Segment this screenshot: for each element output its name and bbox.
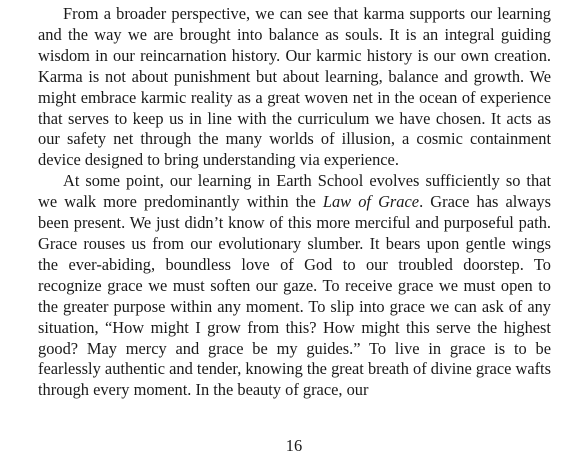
paragraph-grace-text-start: At some point, our learning in Earth School evolves sufficiently so that we walk more predominantly within the bbox=[38, 171, 551, 212]
paragraph-karma-text: From a broader perspective, we can see that karma supports our learning and the way we are brought into balance as souls. It is an integral guiding wisdom in our reincarnation history. Our karmic history is our own creation. Karma is not about punishment but about learning, balance and growth. We might embrace karmic reality as a great woven net in the ocean of experience that serves to keep us in line with the curriculum we have chosen. It acts as our safety net through the many worlds of illusion, a cosmic containment device designed to bring understanding via experience. bbox=[38, 4, 551, 170]
body-text bbox=[38, 4, 551, 401]
paragraph-karma bbox=[38, 4, 551, 171]
paragraph-grace bbox=[38, 171, 551, 401]
law-of-grace-italic: Law of Grace bbox=[322, 192, 420, 212]
paragraph-grace-text-end: . Grace has always been present. We just didn’t know of this more merciful and purposeful path. Grace rouses us from our evolutionary slumber. It bears upon gentle wings the ever-abiding, boundless love of God to our troubled doorstep. To recognize grace we must soften our gaze. To receive grace we must open to the greater purpose within any moment. To slip into grace we can ask of any situation, “How might I grow from this? How might this serve the highest good? May mercy and grace be my guides.” To live in grace is to be fearlessly authentic and tender, knowing the great breath of divine grace wafts through every moment. In the beauty of grace, our bbox=[38, 192, 551, 400]
page-number: 16 bbox=[285, 436, 303, 455]
